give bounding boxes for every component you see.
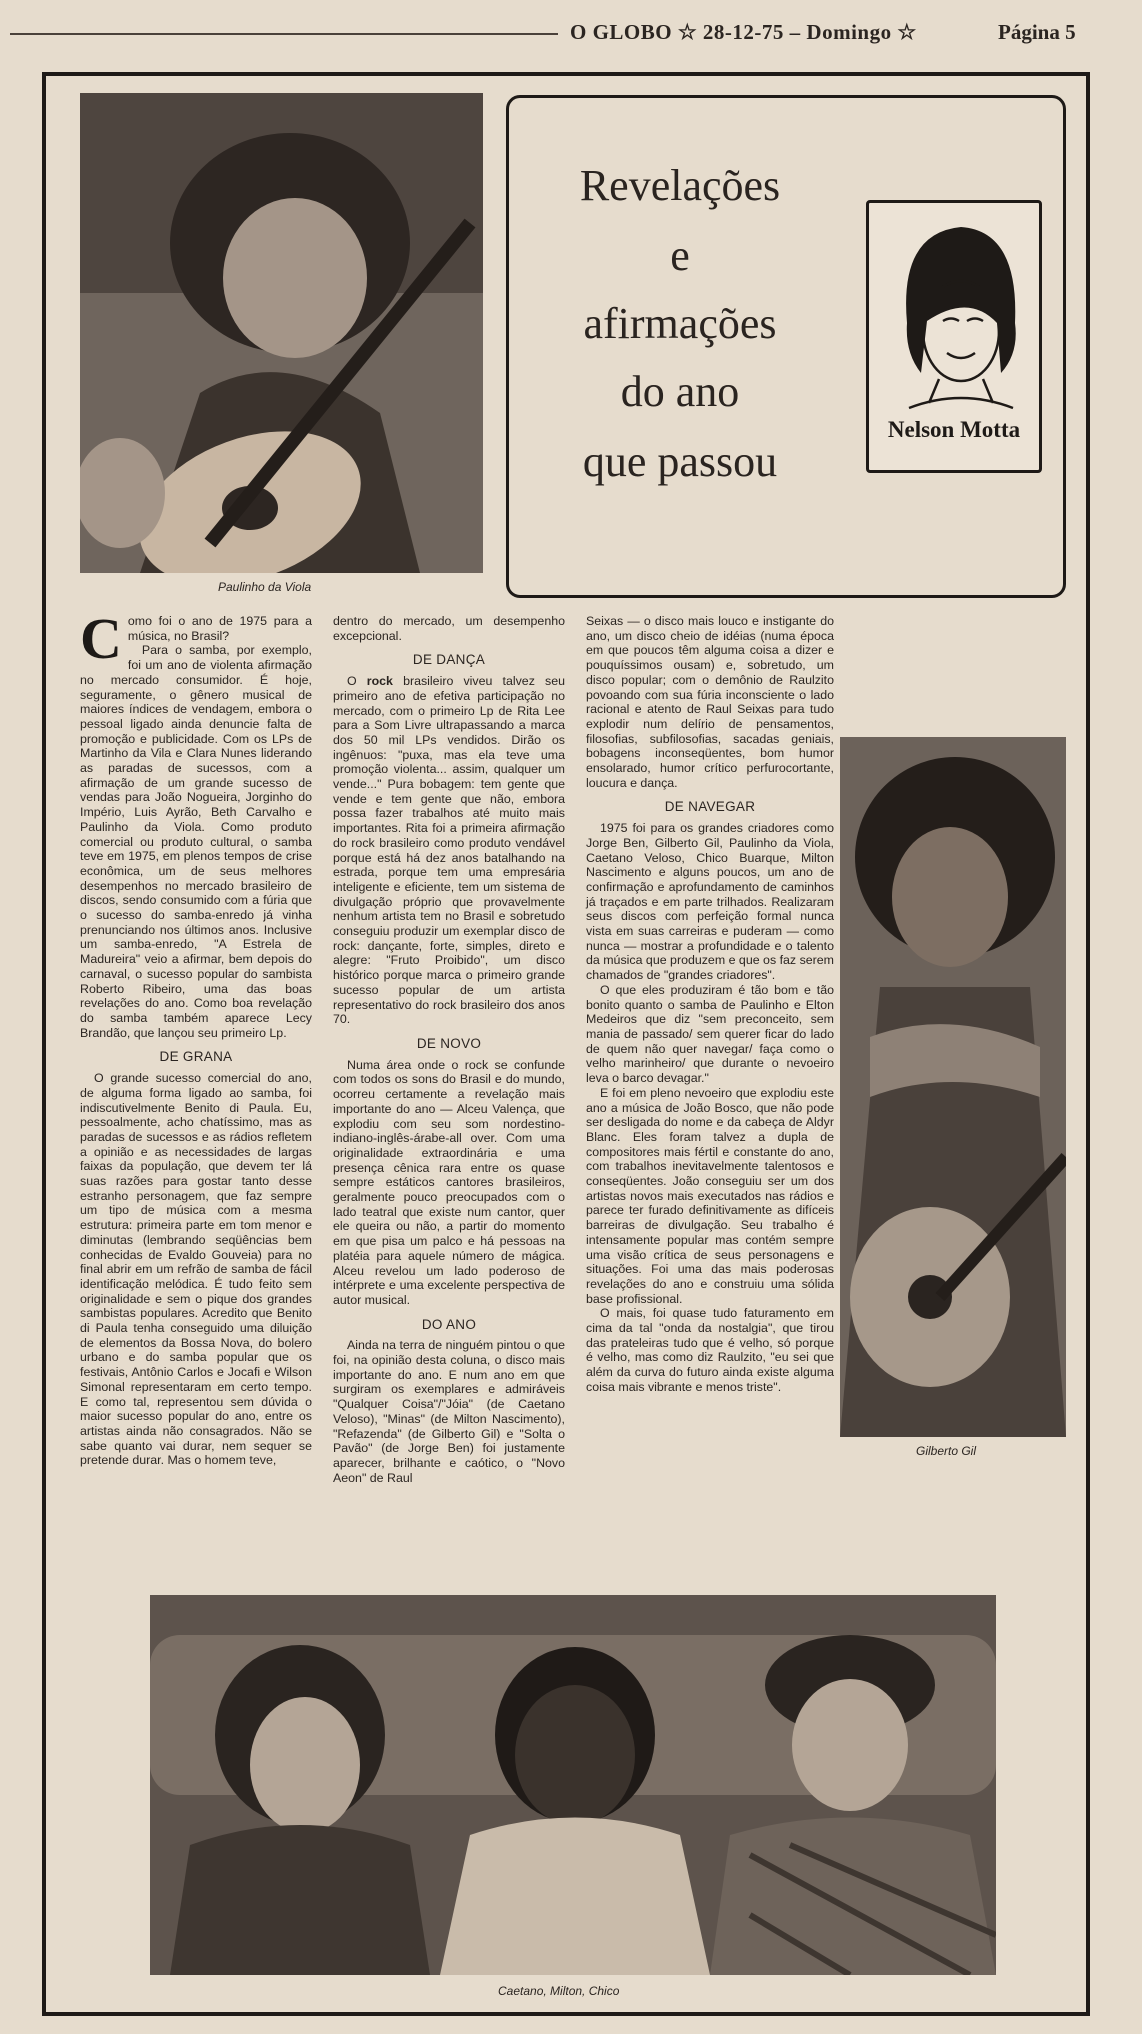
photo-caption-paulinho: Paulinho da Viola	[218, 580, 312, 594]
article-paragraph: O grande sucesso comercial do ano, de alguma forma ligado ao samba, foi indiscutivelmente Benito di Paula. Eu, pessoalmente, acho chatíssimo, mas as paradas de sucessos e as rádios refletem a opinião e as necessidades de largas faixas da população, que devem ter lá suas razões para gostar tanto desse estranho personagem, que faz sempre um tipo de música com a mesma estrutura: primeira parte em tom menor e diminutas (lembrando seqüências bem conhecidas de Evaldo Gouveia) para no final abrir em um refrão de samba de fácil identificação melódica. É tudo feito sem originalidade e sem o pique dos grandes sambistas populares. Acredito que Benito di Paula tenha conseguido uma diluição de elementos da Bossa Nova, do bolero urbano e do samba popular que os festivais, Antônio Carlos e Jocafi e Wilson Simonal representaram em certo tempo. E como tal, representou sem dúvida o maior sucesso popular do ano, entre os artistas ainda não consagrados. Não se sabe quanto vai durar, nem sequer se pretende durar. Mas o homem teve,	[80, 1071, 312, 1468]
title-line-4: do ano	[620, 367, 740, 416]
author-name: Nelson Motta	[887, 417, 1021, 442]
section-heading-grana: DE GRANA	[159, 1049, 233, 1065]
header-rule	[10, 33, 558, 35]
article-paragraph: Para o samba, por exemplo, foi um ano de violenta afirmação no mercado consumidor. É hoje, seguramente, o gênero musical de maiores índices de vendagem, embora o pessoal ligado ainda denuncie falta de promoção e publicidade. Com os LPs de Martinho da Vila e Clara Nunes liderando as paradas de sucessos, com a afirmação de um grande sucesso de vendas para João Nogueira, Jorginho do Império, Luis Ayrão, Beth Carvalho e Paulinho da Viola. Como produto comercial ou produto cultural, o samba teve em 1975, em plenos tempos de crise econômica, um de seus melhores desempenhos no mercado brasileiro de discos, sendo consumido com a fúria que o sucesso do samba-enredo já vinha prenunciando nos últimos anos. Inclusive um samba-enredo, "A Estrela de Madureira" veio a afirmar, bem depois do carnaval, o sucesso popular do sambista Roberto Ribeiro, uma das boas revelações do ano. Como boa revelação do samba também aparece Lecy Brandão, que lançou seu primeiro Lp.	[80, 643, 312, 1040]
title-line-3: afirmações	[583, 299, 777, 348]
photo-caetano-milton-chico	[150, 1595, 996, 1975]
article-paragraph: dentro do mercado, um desempenho excepcional.	[333, 614, 565, 643]
dropcap: C	[80, 606, 122, 671]
article-column-1	[80, 606, 312, 1468]
article-paragraph: Numa área onde o rock se confunde com todos os sons do Brasil e do mundo, ocorreu certamente a revelação mais importante do ano — Alceu Valença, que explodiu com seu som nordestino-indiano-inglês-árabe-all over. Com uma originalidade extraordinária e uma presença cênica rara entre os quase sempre estáticos cantores brasileiros, geralmente pouco preocupados com o lado teatral que existe num cantor, quer ele queira ou não, a partir do momento em que pisa um palco e há pessoas na platéia para aquele número de mágica. Alceu revelou um lado poderoso de intérprete e uma excelente perspectiva de autor musical.	[333, 1057, 565, 1307]
article-paragraph: Seixas — o disco mais louco e instigante do ano, um disco cheio de idéias (numa época em que poucos têm alguma coisa a dizer e pouquíssimos ousam) e, sobretudo, um disco popular; com o demônio de Raulzito povoando com sua fúria inconsciente o lado racional e atento de Raul Seixas para tudo explodir num delírio de pensamentos, filosofias, subfilosofias, sacadas geniais, bobagens inconseqüentes, bom humor ensolarado, humor crítico perfurocortante, loucura e dança.	[586, 614, 834, 790]
photo-caption-group: Caetano, Milton, Chico	[498, 1984, 620, 1998]
gilberto-gil-illustration	[840, 737, 1066, 1437]
page-number: Página 5	[998, 20, 1076, 44]
photo-caption-gilberto: Gilberto Gil	[916, 1444, 977, 1458]
article-paragraph: O mais, foi quase tudo faturamento em cima da tal "onda da nostalgia", que tirou das prateleiras tudo que é velho, só porque é velho, mas como diz Raulzito, "eu sei que além da curva do futuro ainda existe alguma coisa mais vibrante e menos triste".	[586, 1306, 834, 1394]
article-column-2	[333, 614, 565, 1485]
article-intro: omo foi o ano de 1975 para a música, no Brasil?	[127, 614, 312, 643]
photo-gilberto-gil	[840, 737, 1066, 1437]
section-heading-ano: DO ANO	[421, 1316, 477, 1332]
article-paragraph: Ainda na terra de ninguém pintou o que foi, na opinião desta coluna, o disco mais importante do ano. E num ano em que surgiram os exemplares e admiráveis "Qualquer Coisa"/"Jóia" (de Caetano Veloso), "Minas" (de Milton Nascimento), "Refazenda" (de Gilberto Gil) e "Solta o Pavão" (de Jorge Ben) foi justamente aparecer, brilhante e caótico, o "Novo Aeon" de Raul	[333, 1338, 565, 1485]
article-paragraph: E foi em pleno nevoeiro que explodiu este ano a música de João Bosco, que não pode ser desligada do nome e da cabeça de Aldyr Blanc. Eles foram talvez a dupla de compositores mais fértil e constante do ano, com trabalhos inevitavelmente talentosos e conseqüentes. João conseguiu ser um dos artistas novos mais executados nas rádios e parece ter furado definitivamente as difíceis barreiras de divulgação. Seu trabalho é intensamente popular mas contém sempre uma visão crítica de seus personagens e situações. Foi uma das mais poderosas revelações do ano e construiu uma sólida base profissional.	[586, 1085, 834, 1306]
text-run: O	[347, 674, 367, 689]
article-paragraph-rock	[333, 674, 565, 1027]
masthead: O GLOBO ☆ 28-12-75 – Domingo ☆	[570, 20, 917, 44]
title-line-1: Revelações	[579, 161, 781, 210]
section-heading-danca: DE DANÇA	[412, 652, 486, 668]
title-line-5: que passou	[582, 437, 778, 486]
section-heading-navegar: DE NAVEGAR	[664, 799, 756, 815]
group-illustration	[150, 1595, 996, 1975]
title-line-2: e	[670, 231, 690, 280]
article-paragraph: 1975 foi para os grandes criadores como Jorge Ben, Gilberto Gil, Paulinho da Viola, Caetano Veloso, Chico Buarque, Milton Nascimento e alguns poucos, um ano de confirmação e aprofundamento de caminhos já traçados e em parte trilhados. Realizaram seus discos com perfeição formal nunca vista em suas carreiras e puderam — como nunca — mostrar a profundidade e o talento da música que produzem e que os faz serem chamados de "grandes criadores".	[586, 821, 834, 983]
section-heading-novo: DE NOVO	[416, 1035, 482, 1051]
keyword-rock: rock	[366, 674, 393, 689]
guitarist-illustration	[80, 93, 483, 573]
article-paragraph: O que eles produziram é tão bom e tão bonito quanto o samba de Paulinho e Elton Medeiros que diz "sem preconceito, sem mania de passado/ sem querer ficar do lado de quem não quer navegar/ faça como o velho marinheiro/ que durante o nevoeiro leva o barco devagar."	[586, 982, 834, 1086]
article-column-3	[586, 614, 834, 1395]
photo-paulinho-da-viola	[80, 93, 483, 573]
text-run: brasileiro viveu talvez seu primeiro ano de efetiva participação no mercado, com o primeiro Lp de Rita Lee para a Som Livre ultrapassando a marca dos 50 mil LPs vendidos. Dirão os ingênuos: "puxa, mas ela teve uma promoção violenta... assim, qualquer um vende..." Pura bobagem: tem gente que vende e tem gente que não, embora possa fazer trabalhos até muito mais importantes. Rita foi a primeira afirmação do rock brasileiro como produto vendável porque está há dez anos batalhando na estrada, porque tem uma empresária inteligente e eficiente, tem um sistema de divulgação próprio que provavelmente nenhum artista tem no Brasil e sobretudo conseguiu produzir um exemplar disco de rock: dançante, forte, simples, direto e alegre: "Fruto Proibido", um disco histórico porque marca o primeiro grande sucesso popular de um artista representativo do rock brasileiro dos anos 70.	[333, 674, 565, 1027]
